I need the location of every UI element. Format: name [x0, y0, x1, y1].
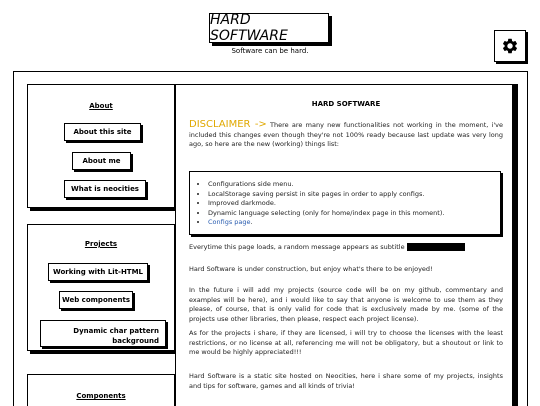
site-subtitle: Software can be hard. — [231, 47, 309, 55]
list-item — [208, 218, 444, 228]
random-subtitle-placeholder — [407, 243, 465, 251]
disclaimer-paragraph — [189, 120, 503, 150]
configs-page-link[interactable]: Configs page — [208, 218, 251, 226]
list-item: • LocalStorage saving persist in site pages in order to apply configs. — [208, 190, 444, 200]
web-components-button[interactable]: Web components — [59, 291, 133, 309]
disclaimer-label: DISCLAIMER -> — [189, 119, 267, 130]
features-list — [194, 180, 444, 228]
working-with-lit-html-button[interactable]: Working with Lit-HTML — [48, 263, 148, 281]
random-message-text: Everytime this page loads, a random message appears as subtitle — [189, 243, 405, 251]
components-heading: Components — [76, 392, 126, 400]
about-me-button[interactable]: About me — [72, 152, 131, 170]
gear-icon — [501, 37, 519, 55]
site-title-box — [209, 13, 329, 43]
future-paragraph: In the future i will add my projects (source code will be on my github, commentary and examples will be here), and i would like to say that anyone is welcome to use them as they please, of course, that is only valid for code that is exclusively made by me. (some of the projects use other libraries, then please, respect each project license). — [189, 286, 503, 323]
list-item: • Improved darkmode. — [208, 199, 444, 209]
projects-heading: Projects — [84, 240, 118, 248]
settings-button[interactable] — [494, 30, 526, 62]
static-site-paragraph: Hard Software is a static site hosted on Neocities, here i share some of my projects, insights and tips for software, games and all kinds of trivia! — [189, 372, 503, 390]
main-frame — [13, 71, 528, 406]
projects-panel — [27, 224, 175, 351]
content-title: HARD SOFTWARE — [311, 100, 381, 108]
dynamic-char-pattern-label-2: background — [112, 337, 159, 345]
features-list-box — [189, 171, 501, 235]
construction-paragraph: Hard Software is under construction, but enjoy what's there to be enjoyed! — [189, 265, 433, 273]
dynamic-char-pattern-label-1: Dynamic char pattern — [73, 327, 159, 335]
licenses-paragraph: As for the projects i share, if they are licensed, i will try to choose the licenses with the least restrictions, or no license at all, referencing me will not be obligatory, but a shoutout or link to me would be highly appreciated!!! — [189, 329, 503, 356]
components-panel — [27, 374, 175, 406]
site-title: HARD SOFTWARE — [210, 12, 288, 44]
disclaimer-text: There are many new functionalities not working in the moment, i've included this changes even though they're not 100% ready because last update was very long ago, so here are the new (working) things list: — [189, 121, 503, 148]
configs-link-suffix: . — [250, 218, 253, 226]
what-is-neocities-button[interactable]: What is neocities — [64, 180, 146, 198]
list-item: • Dynamic language selecting (only for home/index page in this moment). — [208, 209, 444, 219]
about-this-site-button[interactable]: About this site — [64, 123, 141, 141]
about-heading: About — [89, 102, 113, 110]
dynamic-char-pattern-button[interactable] — [40, 320, 166, 347]
about-panel — [27, 84, 175, 208]
list-item: • Configurations side menu. — [208, 180, 444, 190]
random-message-paragraph — [189, 243, 503, 253]
main-content — [175, 84, 515, 406]
